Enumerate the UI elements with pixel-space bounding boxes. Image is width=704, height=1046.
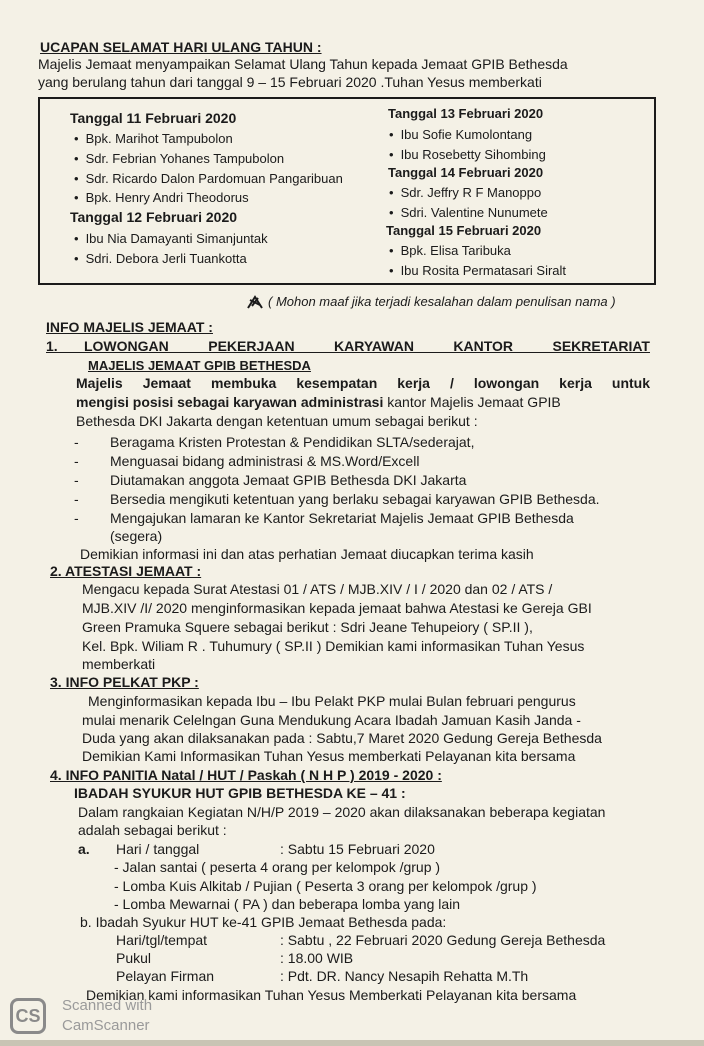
requirement-continuation: (segera) — [110, 528, 163, 544]
requirement-item: - Bersedia mengikuti ketentuan yang berlaku sebagai karyawan GPIB Bethesda. — [74, 490, 600, 508]
item1-paragraph-rest: kantor Majelis Jemaat GPIB — [383, 394, 561, 410]
birthday-intro-line1: Majelis Jemaat menyampaikan Selamat Ulang Tahun kepada Jemaat GPIB Bethesda — [38, 56, 568, 72]
requirement-item: - Beragama Kristen Protestan & Pendidikan SLTA/sederajat, — [74, 433, 474, 451]
item1-paragraph-line2 — [76, 393, 561, 411]
item2-line: Mengacu kepada Surat Atestasi 01 / ATS / MJB.XIV / I / 2020 dan 02 / ATS / — [82, 581, 553, 597]
item1-closing: Demikian informasi ini dan atas perhatian Jemaat diucapkan terima kasih — [80, 546, 534, 562]
birthday-intro-line2: yang berulang tahun dari tanggal 9 – 15 Februari 2020 .Tuhan Yesus memberkati — [38, 74, 542, 90]
birthday-date-14: Tanggal 14 Februari 2020 — [388, 165, 544, 180]
item2-title: 2. ATESTASI JEMAAT : — [50, 563, 202, 579]
item4-a-key: Hari / tanggal — [116, 841, 200, 857]
item1-emphasis: mengisi posisi sebagai karyawan administrasi — [76, 394, 384, 410]
birthday-name: • Ibu Nia Damayanti Simanjuntak — [74, 230, 268, 247]
item4-b-value: : Sabtu , 22 Februari 2020 Gedung Gereja Bethesda — [280, 932, 606, 948]
item3-title: 3. INFO PELKAT PKP : — [50, 674, 199, 690]
item4-a-value: : Sabtu 15 Februari 2020 — [280, 841, 435, 857]
item4-b-value: : 18.00 WIB — [280, 950, 354, 966]
item4-title: 4. INFO PANITIA Natal / HUT / Paskah ( N H P ) 2019 - 2020 : — [50, 767, 442, 783]
item3-line: Menginformasikan kepada Ibu – Ibu Pelakt PKP mulai Bulan februari pengurus — [88, 693, 576, 709]
item4-b-title: b. Ibadah Syukur HUT ke-41 GPIB Jemaat Bethesda pada: — [80, 914, 447, 930]
birthday-name: • Bpk. Henry Andri Theodorus — [74, 189, 249, 206]
item2-line: Green Pramuka Squere sebagai berikut : Sdri Jeane Tehupeiory ( SP.II ), — [82, 619, 533, 635]
birthday-date-11: Tanggal 11 Februari 2020 — [70, 110, 237, 126]
birthday-date-13: Tanggal 13 Februari 2020 — [388, 106, 544, 121]
birthday-name: • Ibu Rosita Permatasari Siralt — [389, 262, 566, 279]
item3-line: Demikian Kami Informasikan Tuhan Yesus memberkati Pelayanan kita bersama — [82, 748, 576, 764]
item2-line: MJB.XIV /I/ 2020 menginformasikan kepada jemaat bahwa Atestasi ke Gereja GBI — [82, 600, 592, 616]
item1-paragraph-line3: Bethesda DKI Jakarta dengan ketentuan umum sebagai berikut : — [76, 413, 478, 429]
page-edge — [0, 1040, 704, 1046]
info-heading: INFO MAJELIS JEMAAT : — [46, 319, 213, 335]
item1-paragraph-line1: Majelis Jemaat membuka kesempatan kerja / lowongan kerja untuk — [76, 375, 650, 391]
requirement-item: - Mengajukan lamaran ke Kantor Sekretariat Majelis Jemaat GPIB Bethesda — [74, 509, 574, 527]
item4-intro: adalah sebagai berikut : — [78, 822, 227, 838]
birthday-heading: UCAPAN SELAMAT HARI ULANG TAHUN : — [40, 39, 322, 55]
item4-a-label: a. — [78, 841, 90, 857]
item4-closing: Demikian kami informasikan Tuhan Yesus Memberkati Pelayanan kita bersama — [86, 987, 577, 1003]
birthday-name: • Ibu Rosebetty Sihombing — [389, 146, 546, 163]
birthday-name: • Sdri. Debora Jerli Tuankotta — [74, 250, 247, 267]
item4-b-key: Pukul — [116, 950, 152, 966]
item3-line: mulai menarik Celelngan Guna Mendukung Acara Ibadah Jamuan Kasih Janda - — [82, 712, 581, 728]
item1-title: 1. LOWONGAN PEKERJAAN KARYAWAN KANTOR SEKRETARIAT — [46, 338, 650, 354]
birthday-name: • Sdr. Ricardo Dalon Pardomuan Pangaribuan — [74, 170, 343, 187]
camscanner-watermark — [10, 996, 210, 1040]
birthday-date-12: Tanggal 12 Februari 2020 — [70, 209, 238, 225]
item2-line: memberkati — [82, 656, 156, 672]
camscanner-logo-icon: CS — [10, 998, 46, 1034]
activity-item: - Lomba Kuis Alkitab / Pujian ( Peserta 3 orang per kelompok /grup ) — [114, 878, 537, 894]
requirement-item: - Menguasai bidang administrasi & MS.Word/Excell — [74, 452, 419, 470]
item3-line: Duda yang akan dilaksanakan pada : Sabtu,7 Maret 2020 Gedung Gereja Bethesda — [82, 730, 602, 746]
item4-subtitle: IBADAH SYUKUR HUT GPIB BETHESDA KE – 41 : — [74, 785, 406, 801]
activity-item: - Jalan santai ( peserta 4 orang per kelompok /grup ) — [114, 859, 441, 875]
item4-b-key: Hari/tgl/tempat — [116, 932, 208, 948]
activity-item: - Lomba Mewarnai ( PA ) dan beberapa lomba yang lain — [114, 896, 461, 912]
item2-line: Kel. Bpk. Wiliam R . Tuhumury ( SP.II ) Demikian kami informasikan Tuhan Yesus — [82, 638, 585, 654]
item4-intro: Dalam rangkaian Kegiatan N/H/P 2019 – 2020 akan dilaksanakan beberapa kegiatan — [78, 804, 606, 820]
requirement-item: - Diutamakan anggota Jemaat GPIB Bethesda DKI Jakarta — [74, 471, 466, 489]
birthday-name: • Bpk. Elisa Taribuka — [389, 242, 511, 259]
birthday-date-15: Tanggal 15 Februari 2020 — [386, 223, 542, 238]
watermark-line1: Scanned with — [62, 997, 153, 1014]
item4-b-key: Pelayan Firman — [116, 968, 215, 984]
scribble-mark — [246, 294, 264, 310]
apology-note: ( Mohon maaf jika terjadi kesalahan dalam penulisan nama ) — [268, 294, 616, 309]
birthday-name: • Sdri. Valentine Nunumete — [389, 204, 548, 221]
item4-b-value: : Pdt. DR. Nancy Nesapih Rehatta M.Th — [280, 968, 529, 984]
item1-title-line2: MAJELIS JEMAAT GPIB BETHESDA — [88, 358, 311, 373]
birthday-name: • Bpk. Marihot Tampubolon — [74, 130, 233, 147]
birthday-name: • Ibu Sofie Kumolontang — [389, 126, 532, 143]
watermark-line2: CamScanner — [62, 1017, 150, 1034]
birthday-name: • Sdr. Febrian Yohanes Tampubolon — [74, 150, 284, 167]
birthday-name: • Sdr. Jeffry R F Manoppo — [389, 184, 541, 201]
